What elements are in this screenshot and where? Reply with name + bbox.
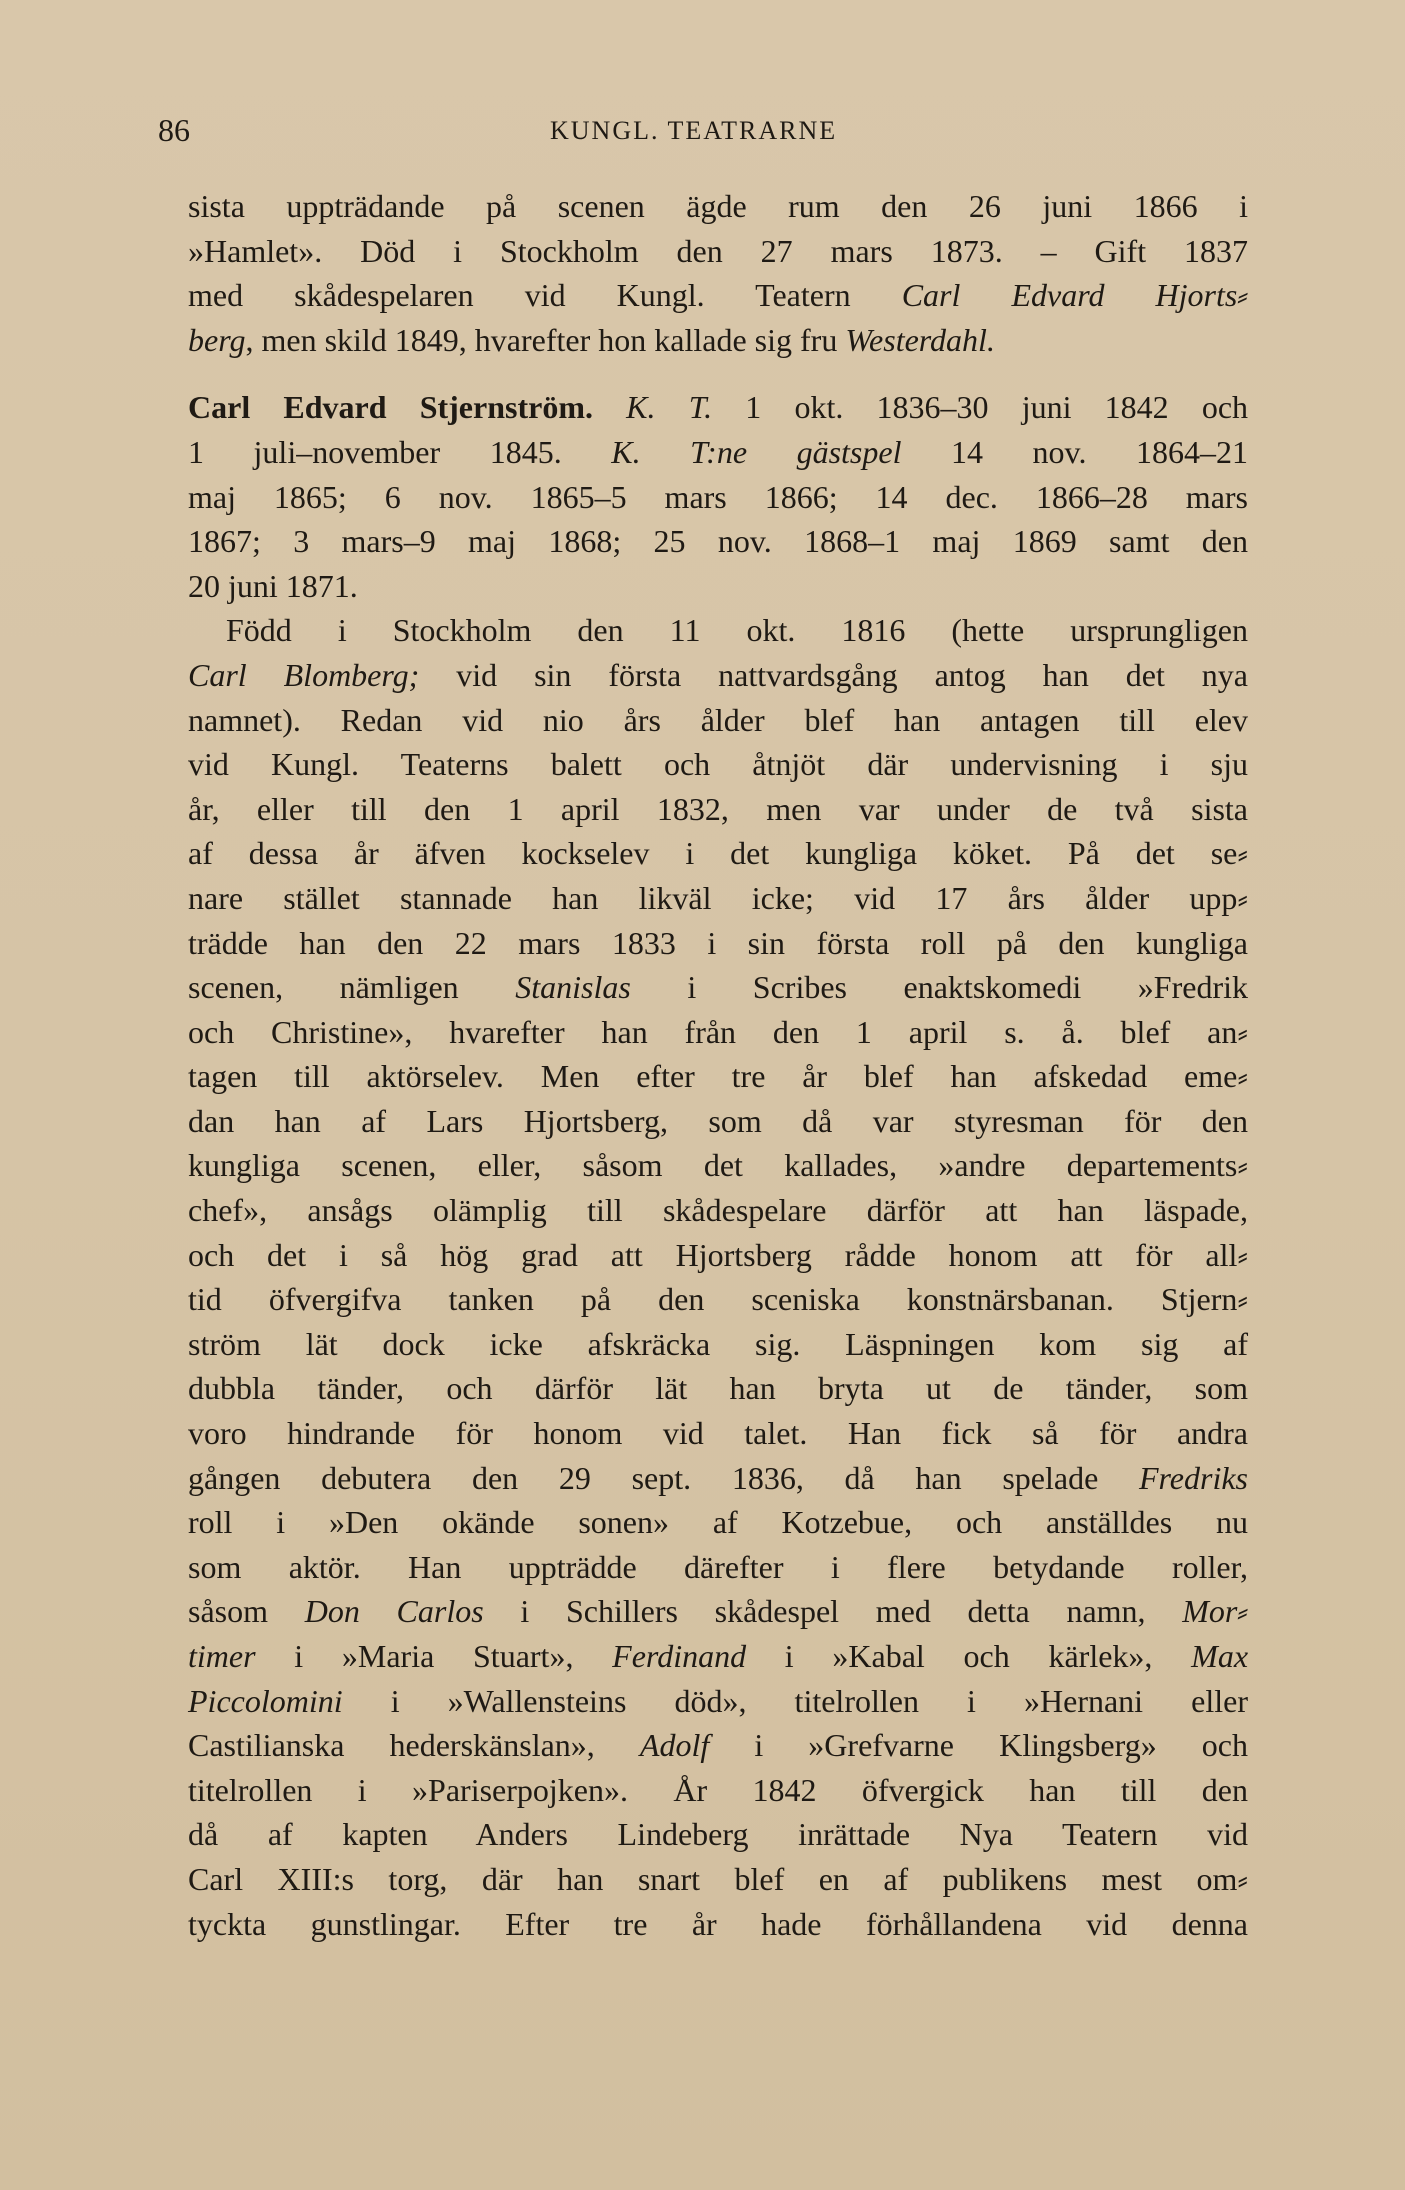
text-line: dubbla tänder, och därför lät han bryta ut de tänder, som (188, 1370, 1248, 1407)
text-line (188, 1634, 1248, 1679)
text-line (188, 318, 1248, 363)
text-line: voro hindrande för honom vid talet. Han fick så för andra (188, 1415, 1248, 1452)
text-line: dan han af Lars Hjortsberg, som då var styresman för den (188, 1102, 1248, 1139)
role-italic: Adolf (639, 1727, 710, 1764)
text-line (188, 965, 1248, 1010)
text-span: 1 juli–november 1845. (188, 433, 612, 470)
name-italic: berg (188, 321, 246, 358)
body-text (188, 184, 1248, 1946)
page-header (150, 112, 1230, 162)
role-italic: Stanislas (515, 969, 631, 1006)
text-span: i »Grefvarne Klingsberg» och (709, 1727, 1249, 1764)
text-line (188, 1589, 1248, 1634)
role-italic: timer (188, 1638, 256, 1674)
text-span: scenen, nämligen (188, 969, 516, 1006)
text-line: maj 1865; 6 nov. 1865–5 mars 1866; 14 dec. 1866–28 mars (188, 478, 1248, 515)
text-line (188, 1723, 1248, 1768)
text-line: tid öfvergifva tanken på den sceniska konstnärsbanan. Stjern⸗ (188, 1281, 1248, 1318)
text-line: då af kapten Anders Lindeberg inrättade Nya Teatern vid (188, 1816, 1248, 1853)
text-line: namnet). Redan vid nio års ålder blef han antagen till elev (188, 701, 1248, 738)
text-line: kungliga scenen, eller, såsom det kallades, »andre departements⸗ (188, 1147, 1248, 1184)
text-line: chef», ansågs olämplig till skådespelare därför att han läspade, (188, 1192, 1248, 1229)
text-span: gången debutera den 29 sept. 1836, då han spelade (188, 1459, 1139, 1496)
text-line: nare stället stannade han likväl icke; vid 17 års ålder upp⸗ (188, 879, 1248, 916)
text-span: i »Maria Stuart», (255, 1638, 613, 1674)
role-italic: Max (1191, 1638, 1249, 1674)
text-line: och Christine», hvarefter han från den 1 april s. å. blef an⸗ (188, 1013, 1248, 1050)
text-line: vid Kungl. Teaterns balett och åtnjöt där undervisning i sju (188, 746, 1248, 783)
entry-heading-line (188, 385, 1248, 430)
text-line (188, 430, 1248, 475)
role-italic: Ferdinand (612, 1638, 747, 1674)
text-line: »Hamlet». Död i Stockholm den 27 mars 1873. – Gift 1837 (188, 232, 1248, 269)
abbrev-italic: K. T. (626, 389, 713, 426)
running-head: KUNGL. TEATRARNE (550, 116, 838, 145)
abbrev-italic: K. T:ne gästspel (611, 433, 902, 470)
text-line: tagen till aktörselev. Men efter tre år blef han afskedad eme⸗ (188, 1058, 1248, 1095)
text-line: och det i så hög grad att Hjortsberg rådde honom att för all⸗ (188, 1236, 1248, 1273)
role-italic: Mor⸗ (1182, 1593, 1248, 1630)
text-span: , men skild 1849, hvarefter hon kallade sig fru (245, 321, 846, 358)
text-span: 1 okt. 1836–30 juni 1842 och (712, 389, 1249, 426)
text-line: Född i Stockholm den 11 okt. 1816 (hette ursprungligen (226, 612, 1248, 649)
text-line (188, 653, 1248, 698)
text-line: roll i »Den okände sonen» af Kotzebue, och anställdes nu (188, 1504, 1248, 1541)
entry-gap (188, 362, 1248, 385)
text-span: 14 nov. 1864–21 (901, 433, 1249, 470)
text-line: år, eller till den 1 april 1832, men var under de två sista (188, 790, 1248, 827)
text-line: ström lät dock icke afskräcka sig. Läspningen kom sig af (188, 1325, 1248, 1362)
role-italic: Fredriks (1138, 1459, 1248, 1496)
text-line (188, 1456, 1248, 1501)
text-span: i »Kabal och kärlek», (746, 1638, 1192, 1674)
text-line: tyckta gunstlingar. Efter tre år hade förhållandena vid denna (188, 1905, 1248, 1942)
page-number: 86 (158, 112, 190, 148)
text-span: vid sin första nattvardsgång antog han det nya (419, 656, 1249, 693)
name-italic: Carl Blomberg; (188, 656, 420, 693)
text-span: i »Wallensteins död», titelrollen i »Hernani eller (342, 1682, 1248, 1719)
text-line: som aktör. Han uppträdde därefter i flere betydande roller, (188, 1548, 1248, 1585)
text-line (188, 273, 1248, 318)
text-line: sista uppträdande på scenen ägde rum den 26 juni 1866 i (188, 188, 1248, 224)
text-line: Carl XIII:s torg, där han snart blef en af publikens mest om⸗ (188, 1860, 1248, 1897)
text-span: såsom (188, 1593, 305, 1630)
text-line: titelrollen i »Pariserpojken». År 1842 öfvergick han till den (188, 1771, 1248, 1808)
role-italic: Don Carlos (304, 1593, 484, 1630)
text-line: af dessa år äfven kockselev i det kungliga köket. På det se⸗ (188, 835, 1248, 872)
entry-name: Carl Edvard Stjernström. (188, 389, 593, 426)
text-span (593, 389, 626, 425)
text-span: med skådespelaren vid Kungl. Teatern (188, 277, 902, 314)
text-line (188, 1679, 1248, 1724)
name-italic: Westerdahl. (845, 321, 995, 358)
text-line: 1867; 3 mars–9 maj 1868; 25 nov. 1868–1 maj 1869 samt den (188, 523, 1248, 560)
text-line: trädde han den 22 mars 1833 i sin första roll på den kungliga (188, 924, 1248, 961)
text-line: 20 juni 1871. (188, 567, 358, 604)
text-span: i Scribes enaktskomedi »Fredrik (630, 969, 1249, 1006)
role-italic: Piccolomini (188, 1682, 343, 1719)
text-span: i Schillers skådespel med detta namn, (483, 1593, 1183, 1630)
name-italic: Carl Edvard Hjorts⸗ (901, 277, 1249, 314)
text-span: Castilianska hederskänslan», (188, 1727, 640, 1764)
